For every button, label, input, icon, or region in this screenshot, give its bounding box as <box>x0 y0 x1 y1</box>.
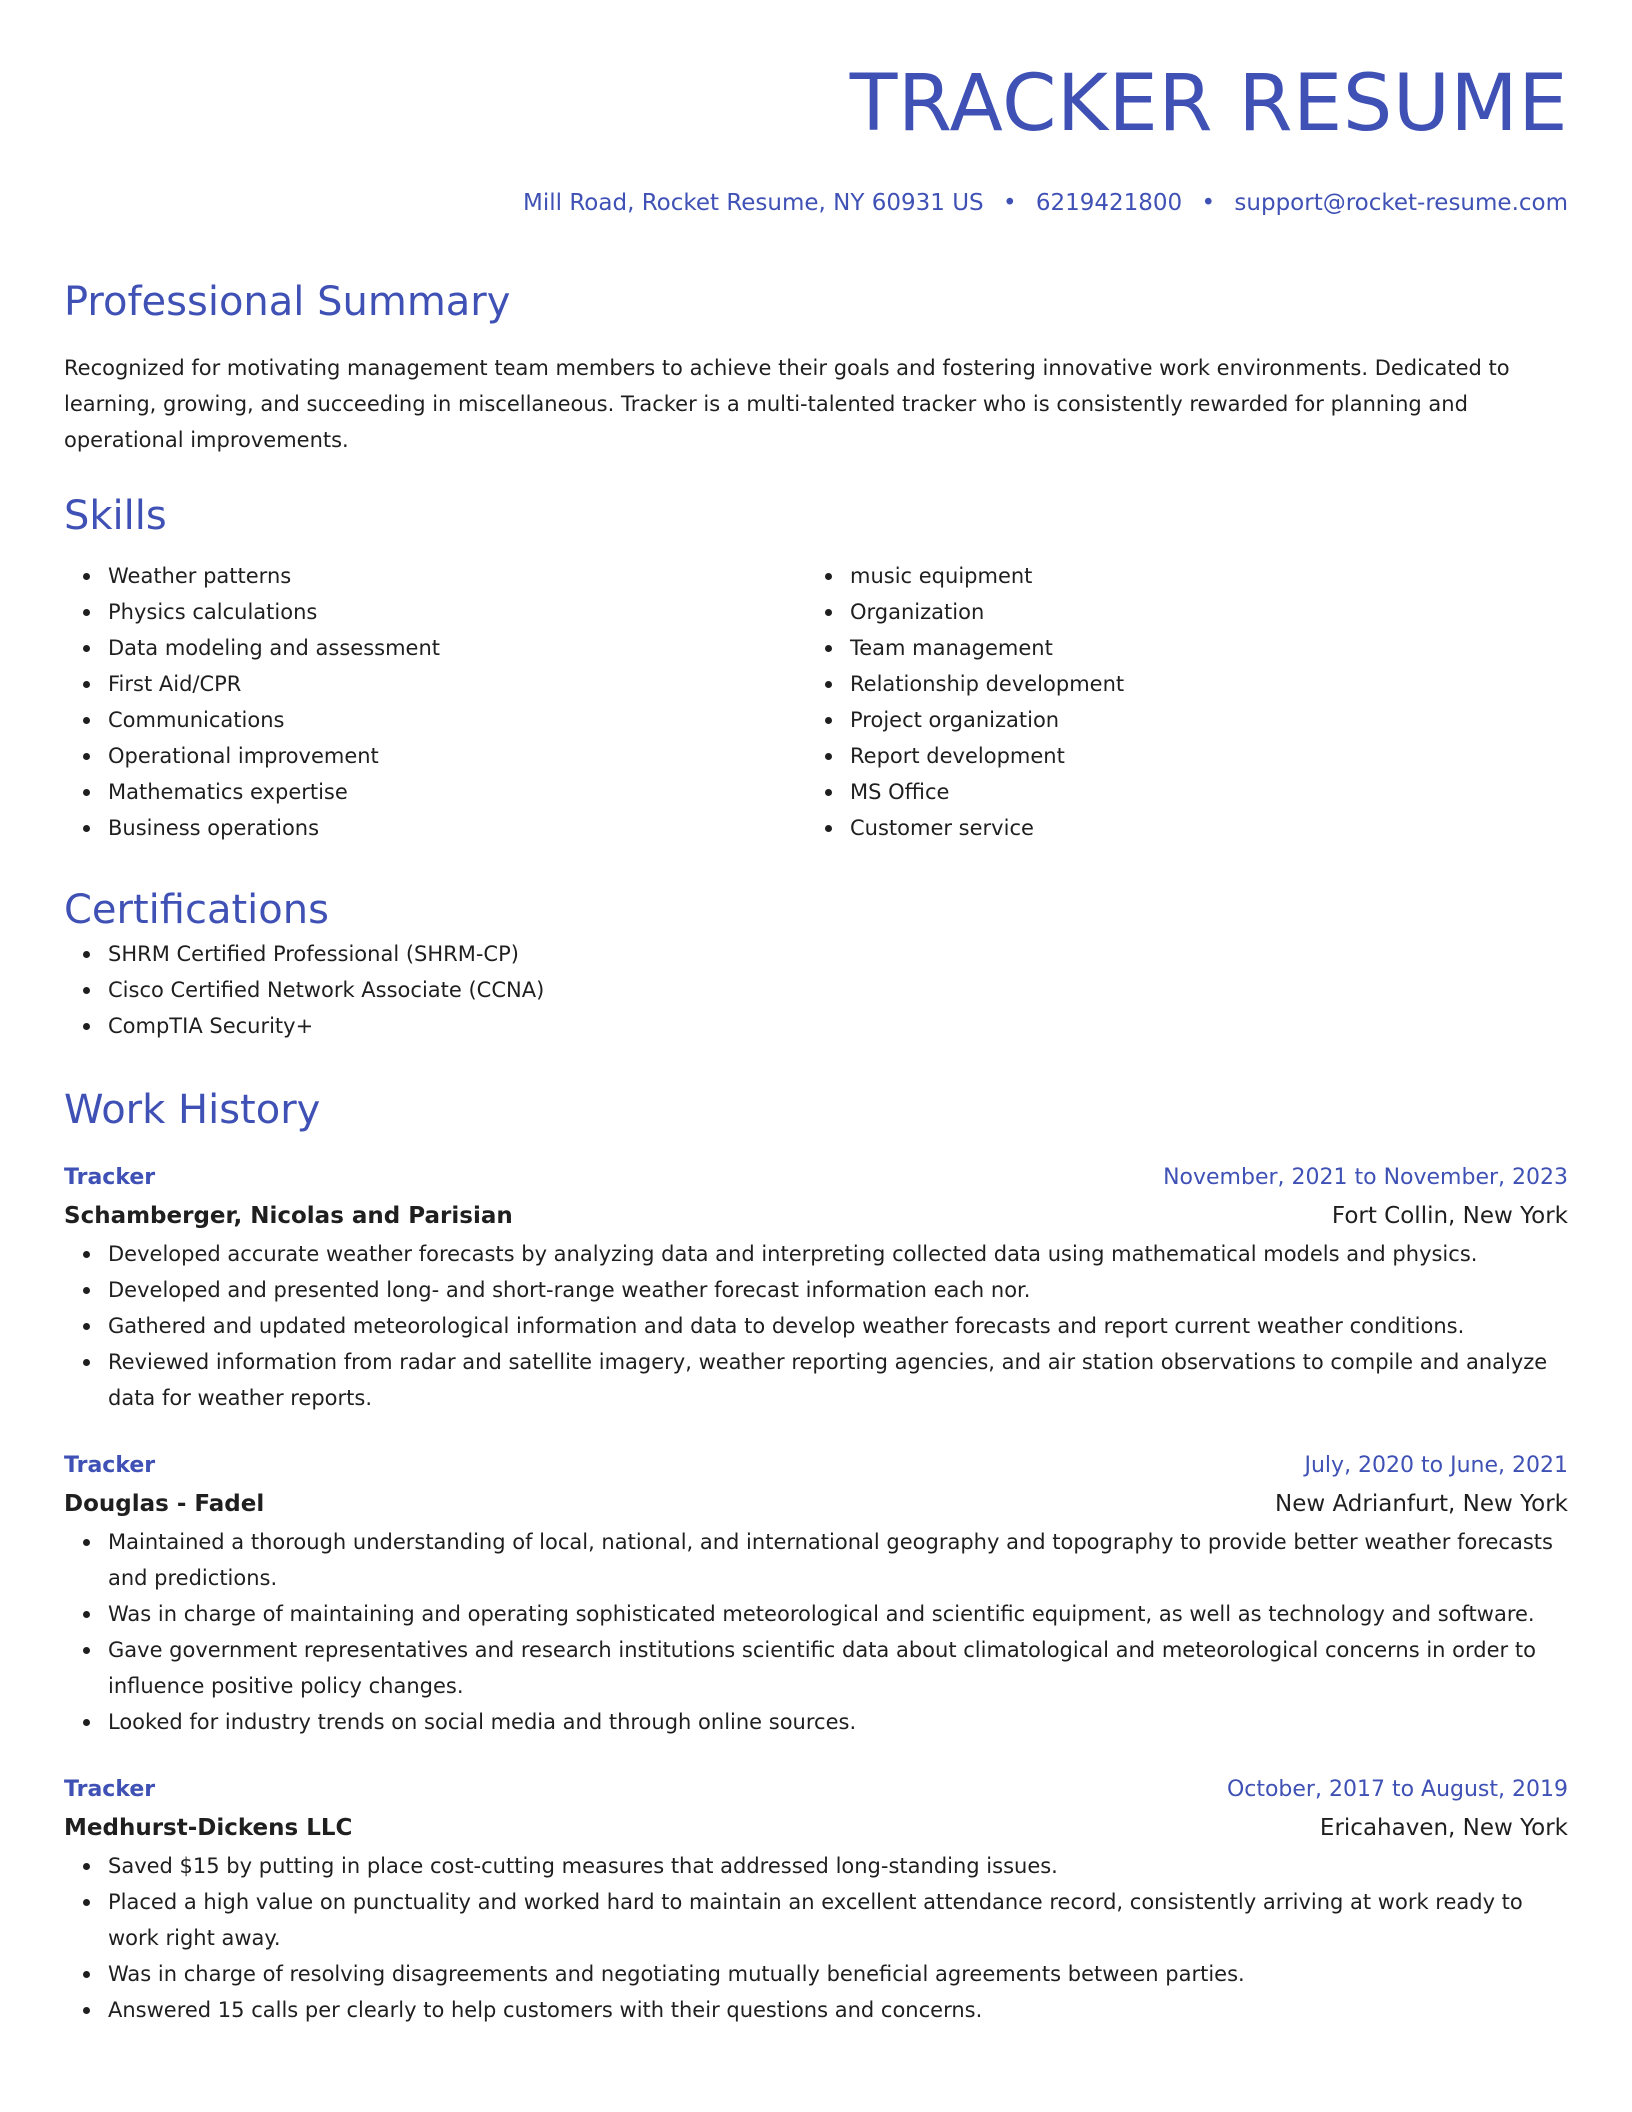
job-location: Ericahaven, New York <box>1319 1815 1568 1841</box>
job-location: Fort Collin, New York <box>1331 1203 1568 1229</box>
skill-item: Team management <box>850 630 1548 666</box>
resume-header <box>64 0 1568 218</box>
job-entry <box>64 1448 1568 1740</box>
skills-list-left <box>64 558 806 846</box>
skills-list-right <box>806 558 1548 846</box>
job-bullet: Was in charge of maintaining and operating sophisticated meteorological and scientific equipment, as well as technology and software. <box>108 1596 1568 1632</box>
skill-item: Organization <box>850 594 1548 630</box>
job-title: Tracker <box>64 1453 156 1478</box>
job-company: Schamberger, Nicolas and Parisian <box>64 1203 513 1229</box>
certification-item: SHRM Certified Professional (SHRM-CP) <box>108 936 1568 972</box>
job-dates: July, 2020 to June, 2021 <box>1304 1453 1568 1478</box>
skill-item: Operational improvement <box>108 738 806 774</box>
certification-item: Cisco Certified Network Associate (CCNA) <box>108 972 1568 1008</box>
candidate-name: TRACKER RESUME <box>849 59 1568 149</box>
contact-line <box>64 188 1568 218</box>
job-company: Douglas - Fadel <box>64 1491 265 1517</box>
contact-phone: 6219421800 <box>1035 190 1183 216</box>
certifications-heading: Certifications <box>64 887 329 933</box>
resume-page <box>64 0 1568 2028</box>
job-title-row <box>64 1772 1568 1808</box>
skill-item: Project organization <box>850 702 1548 738</box>
job-title: Tracker <box>64 1165 156 1190</box>
job-bullet: Developed and presented long- and short-range weather forecast information each nor. <box>108 1272 1568 1308</box>
skills-heading: Skills <box>64 493 167 539</box>
skill-item: MS Office <box>850 774 1548 810</box>
job-company: Medhurst-Dickens LLC <box>64 1815 353 1841</box>
work-history-section <box>64 1084 1568 2028</box>
job-bullet-list <box>64 1848 1568 2028</box>
job-bullet: Maintained a thorough understanding of local, national, and international geography and topography to provide better weather forecasts and predictions. <box>108 1524 1568 1596</box>
job-company-row <box>64 1484 1568 1524</box>
job-bullet: Gave government representatives and research institutions scientific data about climatological and meteorological concerns in order to influence positive policy changes. <box>108 1632 1568 1704</box>
certifications-list <box>64 936 1568 1044</box>
job-dates: November, 2021 to November, 2023 <box>1163 1165 1568 1190</box>
job-bullet: Looked for industry trends on social media and through online sources. <box>108 1704 1568 1740</box>
job-bullet-list <box>64 1524 1568 1740</box>
job-title-row <box>64 1160 1568 1196</box>
skill-item: First Aid/CPR <box>108 666 806 702</box>
summary-text: Recognized for motivating management team members to achieve their goals and fostering innovative work environments. Dedicated to learning, growing, and succeeding in miscellaneous. Tracker is a multi-talented tracker who is consistently rewarded for planning and operational improvements. <box>64 356 1510 452</box>
skill-item: Communications <box>108 702 806 738</box>
job-bullet: Saved $15 by putting in place cost-cutting measures that addressed long-standing issues. <box>108 1848 1568 1884</box>
contact-email: support@rocket-resume.com <box>1234 190 1568 216</box>
contact-address: Mill Road, Rocket Resume, NY 60931 US <box>523 190 984 216</box>
skill-item: Weather patterns <box>108 558 806 594</box>
skills-column-left <box>64 558 806 846</box>
job-bullet: Answered 15 calls per clearly to help customers with their questions and concerns. <box>108 1992 1568 2028</box>
job-dates: October, 2017 to August, 2019 <box>1226 1777 1568 1802</box>
job-entry <box>64 1772 1568 2028</box>
contact-separator: • <box>1201 190 1216 216</box>
skills-grid <box>64 558 1568 846</box>
contact-separator: • <box>1002 190 1017 216</box>
skills-column-right <box>806 558 1548 846</box>
job-company-row <box>64 1196 1568 1236</box>
skills-section <box>64 490 1568 846</box>
job-title: Tracker <box>64 1777 156 1802</box>
job-bullet: Was in charge of resolving disagreements and negotiating mutually beneficial agreements between parties. <box>108 1956 1568 1992</box>
job-title-row <box>64 1448 1568 1484</box>
skill-item: Mathematics expertise <box>108 774 806 810</box>
job-bullet: Reviewed information from radar and satellite imagery, weather reporting agencies, and air station observations to compile and analyze data for weather reports. <box>108 1344 1568 1416</box>
summary-section <box>64 276 1568 458</box>
job-company-row <box>64 1808 1568 1848</box>
job-bullet-list <box>64 1236 1568 1416</box>
skill-item: Relationship development <box>850 666 1548 702</box>
skill-item: Business operations <box>108 810 806 846</box>
job-entry <box>64 1160 1568 1416</box>
work-history-heading: Work History <box>64 1087 321 1133</box>
job-bullet: Gathered and updated meteorological information and data to develop weather forecasts and report current weather conditions. <box>108 1308 1568 1344</box>
job-location: New Adrianfurt, New York <box>1274 1491 1568 1517</box>
skill-item: Physics calculations <box>108 594 806 630</box>
skill-item: Customer service <box>850 810 1548 846</box>
job-bullet: Placed a high value on punctuality and worked hard to maintain an excellent attendance record, consistently arriving at work ready to work right away. <box>108 1884 1568 1956</box>
skill-item: Data modeling and assessment <box>108 630 806 666</box>
skill-item: Report development <box>850 738 1548 774</box>
job-bullet: Developed accurate weather forecasts by analyzing data and interpreting collected data using mathematical models and physics. <box>108 1236 1568 1272</box>
certifications-section <box>64 884 1568 1044</box>
certification-item: CompTIA Security+ <box>108 1008 1568 1044</box>
summary-heading: Professional Summary <box>64 279 511 325</box>
skill-item: music equipment <box>850 558 1548 594</box>
